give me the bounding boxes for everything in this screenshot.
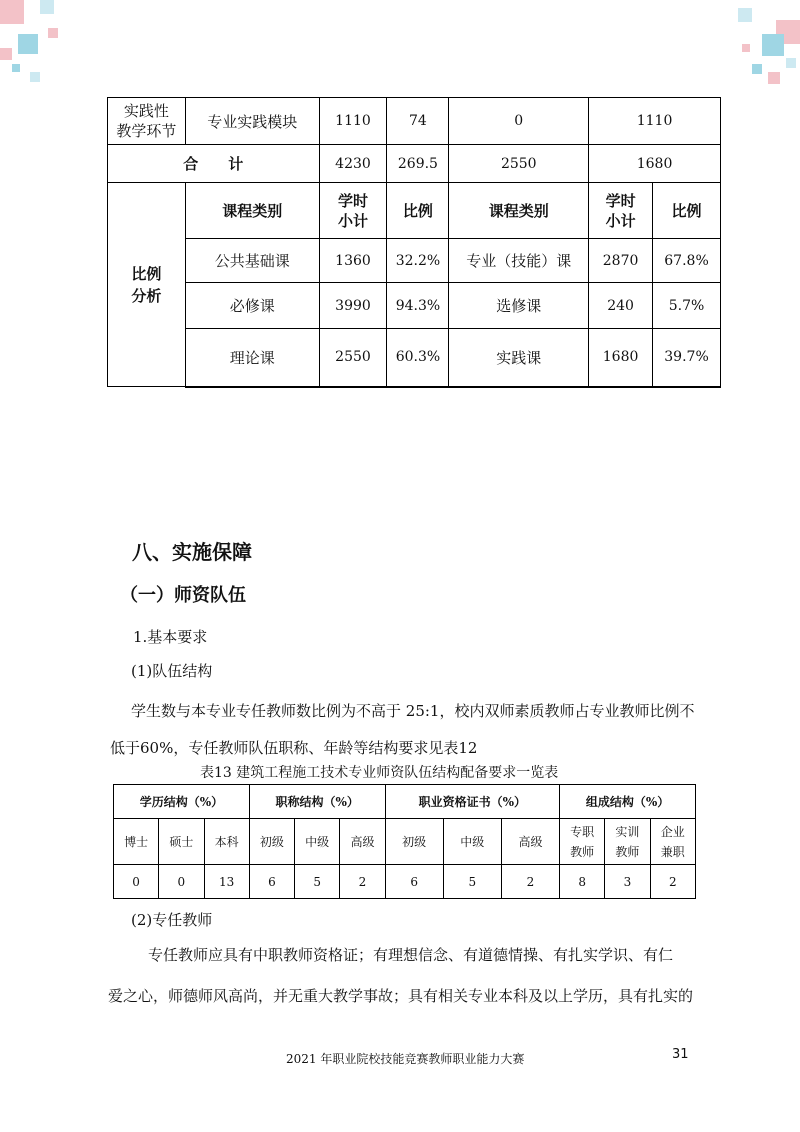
basic-requirements-heading: 1.基本要求 [133, 628, 208, 646]
hours-cell: 1360 [319, 239, 387, 283]
course-type-cell: 选修课 [449, 283, 589, 329]
value-cell: 8 [560, 865, 605, 899]
value-cell: 5 [295, 865, 340, 899]
practice-theory-cell: 0 [449, 98, 589, 145]
total-theory-cell: 2550 [449, 145, 589, 183]
subheader-cell: 企业 兼职 [650, 819, 695, 865]
table-row [114, 819, 696, 865]
total-credits-cell: 269.5 [387, 145, 449, 183]
practice-practice-cell: 1110 [589, 98, 721, 145]
course-type-cell: 必修课 [185, 283, 319, 329]
subheader-cell: 中级 [443, 819, 501, 865]
practice-credits-cell: 74 [387, 98, 449, 145]
subheader-cell: 硕士 [159, 819, 204, 865]
ratio-cell: 94.3% [387, 283, 449, 329]
section-heading: 八、实施保障 [132, 540, 252, 564]
table-row [108, 283, 721, 329]
course-type-header: 课程类别 [185, 183, 319, 239]
paragraph-line: 爱之心，师德师风高尚，并无重大教学事故；具有相关专业本科及以上学历，具有扎实的 [108, 987, 694, 1005]
value-cell: 3 [605, 865, 650, 899]
practice-category-cell: 实践性 教学环节 [108, 98, 186, 145]
subheader-cell: 本科 [204, 819, 249, 865]
subheader-cell: 专职 教师 [560, 819, 605, 865]
subheader-cell: 初级 [249, 819, 294, 865]
group-header: 职称结构（%） [249, 785, 385, 819]
group-header: 职业资格证书（%） [385, 785, 559, 819]
subheader-cell: 博士 [114, 819, 159, 865]
page-footer: 2021 年职业院校技能竞赛教师职业能力大赛 [286, 1052, 525, 1066]
value-cell: 5 [443, 865, 501, 899]
group-header: 组成结构（%） [560, 785, 696, 819]
value-cell: 6 [249, 865, 294, 899]
table-row [114, 865, 696, 899]
hours-subtotal-header-2: 学时 小计 [589, 183, 653, 239]
value-cell: 13 [204, 865, 249, 899]
teacher-structure-table [113, 784, 696, 899]
ratio-analysis-label: 比例 分析 [108, 183, 186, 387]
course-type-cell: 实践课 [449, 329, 589, 387]
subheader-cell: 高级 [501, 819, 559, 865]
practice-module-cell: 专业实践模块 [185, 98, 319, 145]
table-row [108, 183, 721, 239]
course-type-cell: 理论课 [185, 329, 319, 387]
hours-cell: 240 [589, 283, 653, 329]
table-row [108, 98, 721, 145]
course-type-header-2: 课程类别 [449, 183, 589, 239]
subheader-cell: 中级 [295, 819, 340, 865]
value-cell: 0 [159, 865, 204, 899]
value-cell: 2 [501, 865, 559, 899]
hours-subtotal-header: 学时 小计 [319, 183, 387, 239]
paragraph-line: 学生数与本专业专任教师数比例为不高于 25:1，校内双师素质教师占专业教师比例不 [131, 702, 695, 720]
ratio-header-2: 比例 [653, 183, 721, 239]
hours-cell: 2870 [589, 239, 653, 283]
value-cell: 2 [340, 865, 385, 899]
value-cell: 0 [114, 865, 159, 899]
total-label-cell: 合 计 [108, 145, 320, 183]
value-cell: 2 [650, 865, 695, 899]
table-row [108, 329, 721, 387]
table-row [114, 785, 696, 819]
subheader-cell: 实训 教师 [605, 819, 650, 865]
table-row [108, 239, 721, 283]
ratio-cell: 32.2% [387, 239, 449, 283]
course-type-cell: 公共基础课 [185, 239, 319, 283]
ratio-cell: 5.7% [653, 283, 721, 329]
ratio-cell: 60.3% [387, 329, 449, 387]
course-hours-table [107, 97, 721, 388]
table13-caption: 表13 建筑工程施工技术专业师资队伍结构配备要求一览表 [200, 765, 559, 781]
table-row [108, 145, 721, 183]
page-number: 31 [672, 1047, 689, 1062]
team-structure-heading: (1)队伍结构 [131, 662, 213, 680]
total-practice-cell: 1680 [589, 145, 721, 183]
subheader-cell: 高级 [340, 819, 385, 865]
hours-cell: 1680 [589, 329, 653, 387]
subheader-cell: 初级 [385, 819, 443, 865]
hours-cell: 2550 [319, 329, 387, 387]
paragraph-line: 专任教师应具有中职教师资格证；有理想信念、有道德情操、有扎实学识、有仁 [148, 946, 674, 964]
subsection-heading: （一）师资队伍 [120, 585, 246, 606]
ratio-cell: 67.8% [653, 239, 721, 283]
ratio-header: 比例 [387, 183, 449, 239]
total-hours-cell: 4230 [319, 145, 387, 183]
full-time-teachers-heading: (2)专任教师 [131, 911, 213, 929]
paragraph-line: 低于60%，专任教师队伍职称、年龄等结构要求见表12 [110, 739, 478, 757]
value-cell: 6 [385, 865, 443, 899]
practice-hours-cell: 1110 [319, 98, 387, 145]
ratio-cell: 39.7% [653, 329, 721, 387]
hours-cell: 3990 [319, 283, 387, 329]
group-header: 学历结构（%） [114, 785, 250, 819]
course-type-cell: 专业（技能）课 [449, 239, 589, 283]
